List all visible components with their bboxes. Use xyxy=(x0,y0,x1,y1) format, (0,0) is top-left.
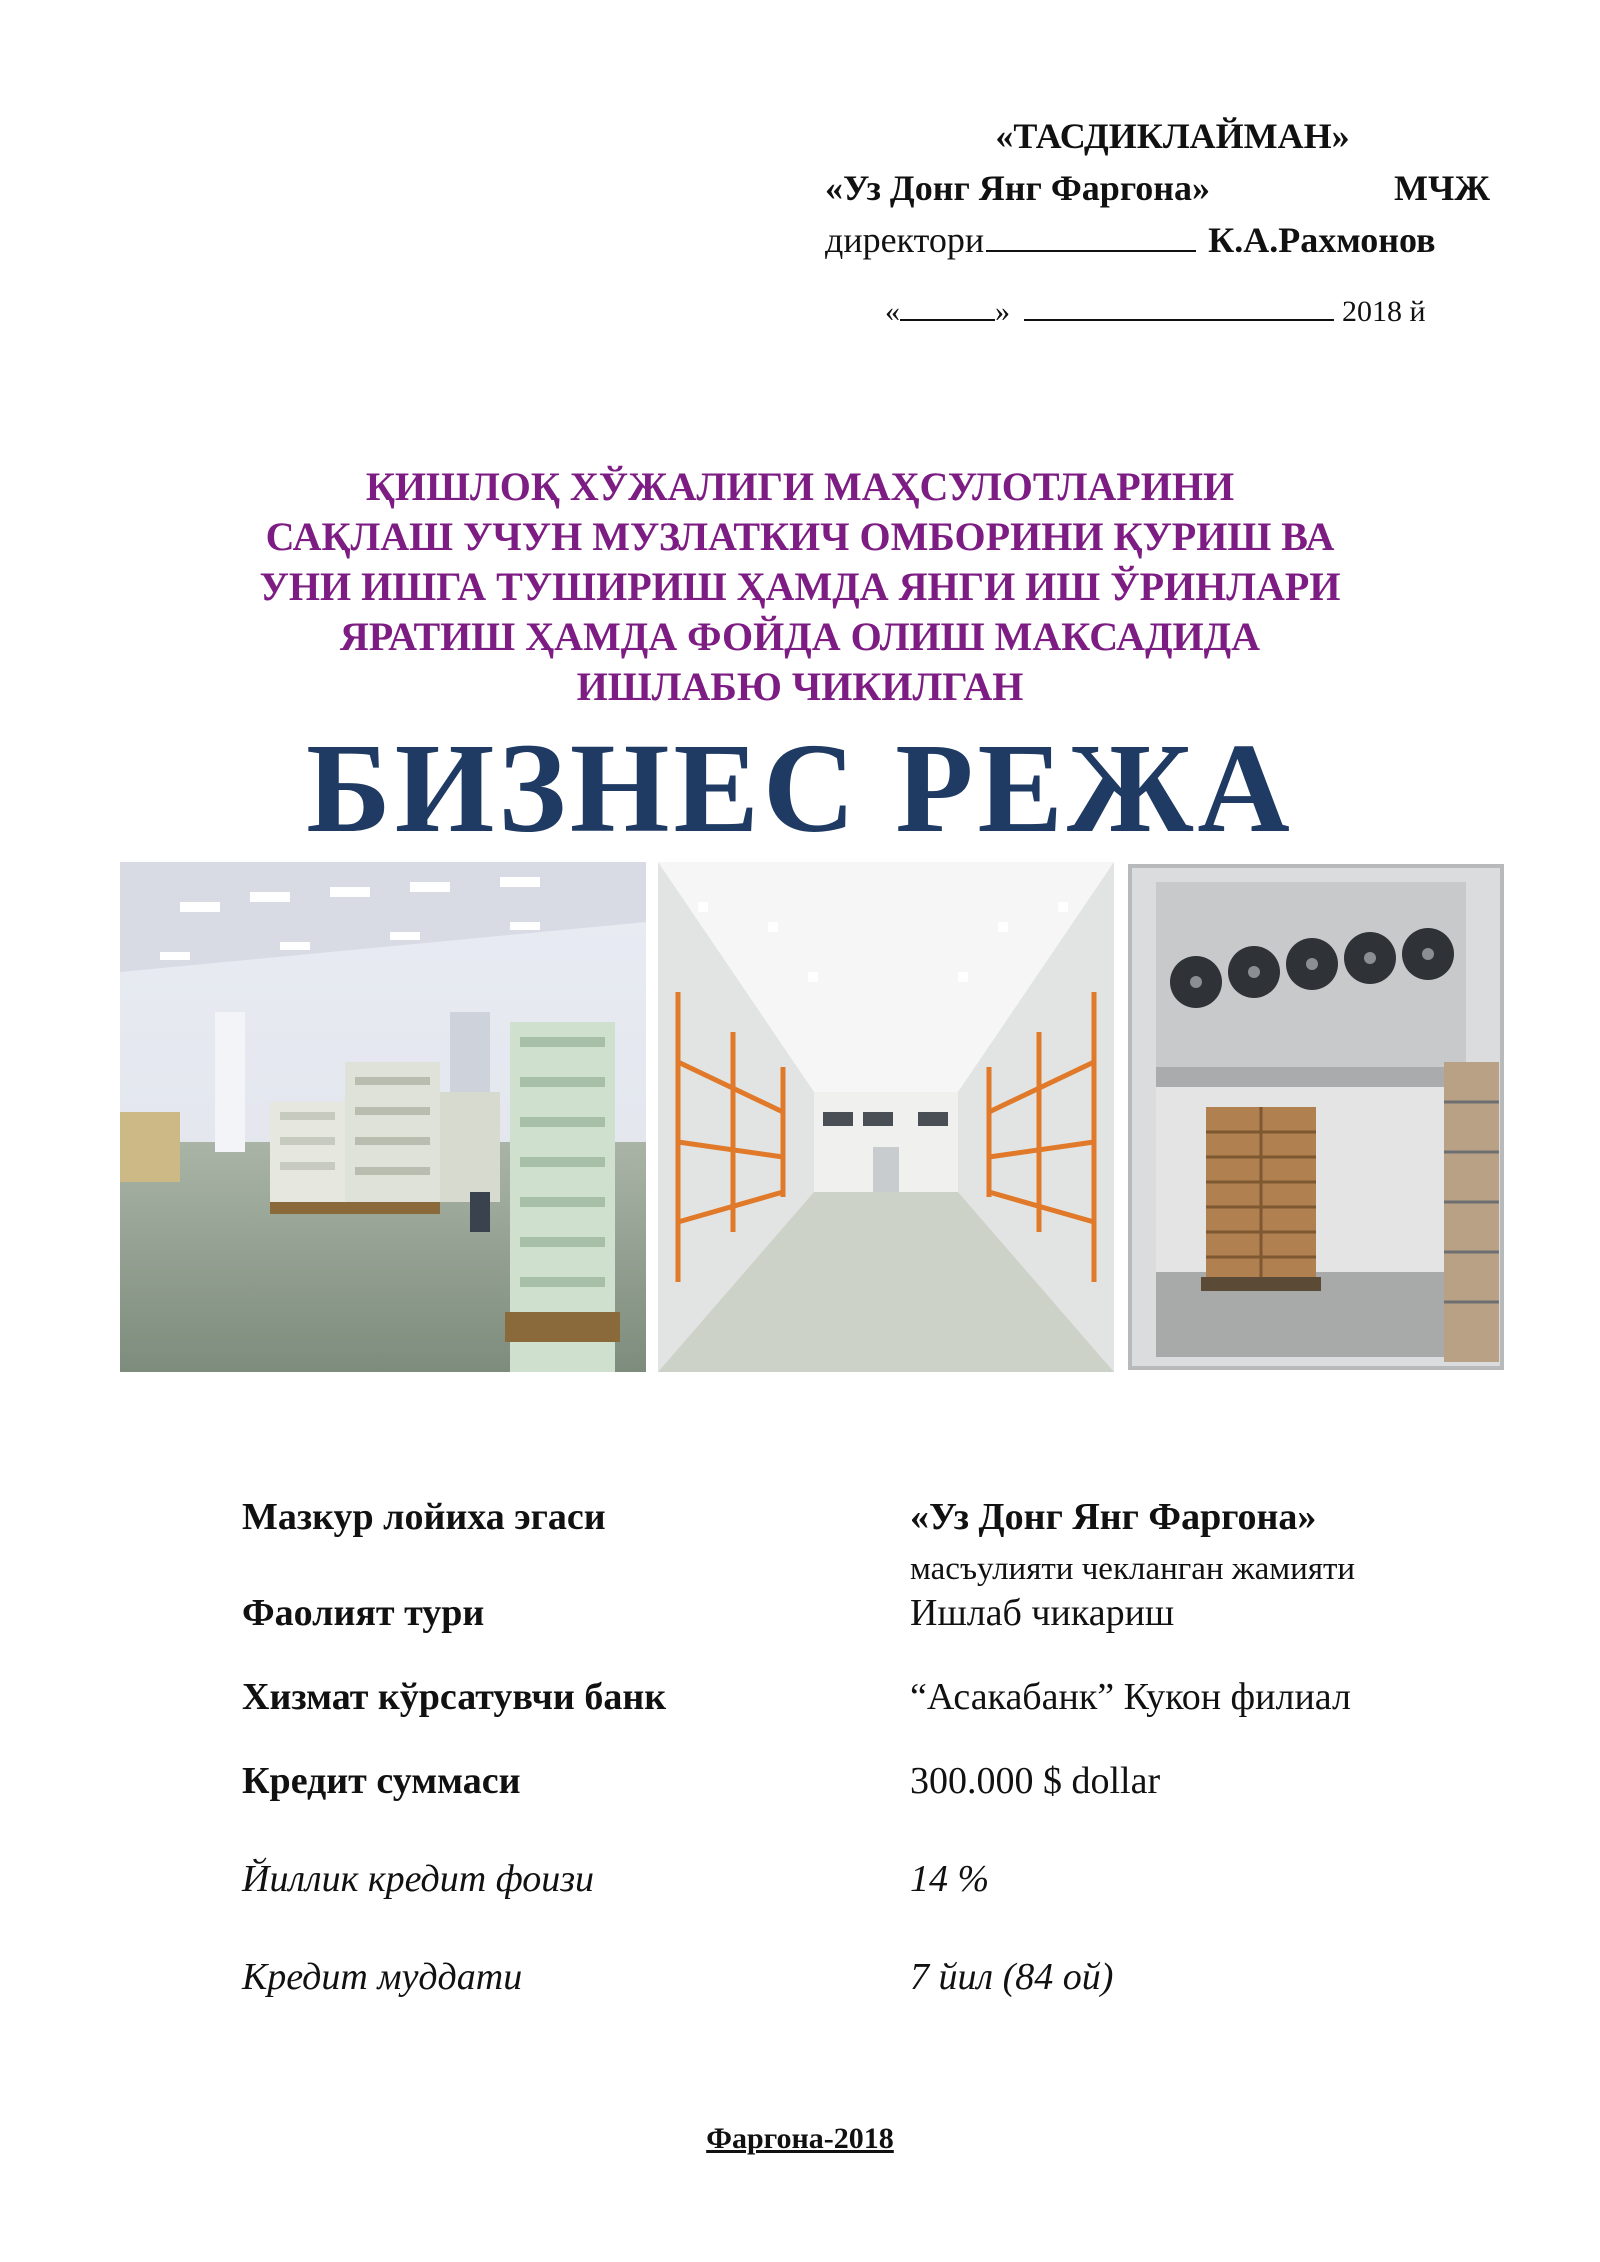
subtitle-line: ҚИШЛОҚ ХЎЖАЛИГИ МАҲСУЛОТЛАРИНИ xyxy=(365,464,1235,509)
subtitle-line: ЯРАТИШ ҲАМДА ФОЙДА ОЛИШ МАКСАДИДА xyxy=(339,614,1261,659)
month-blank xyxy=(1024,293,1334,321)
term-value: 7 йил (84 ой) xyxy=(910,1956,1114,1998)
evaporator-photo xyxy=(1126,862,1506,1372)
subtitle-line: САҚЛАШ УЧУН МУЗЛАТКИЧ ОМБОРИНИ ҚУРИШ ВА xyxy=(265,514,1335,559)
date-line xyxy=(825,286,1490,338)
date-close-quote: » xyxy=(995,295,1010,328)
bank-label: Хизмат кўрсатувчи банк xyxy=(242,1676,667,1718)
company-type: МЧЖ xyxy=(1394,168,1490,208)
credit-value: 300.000 $ dollar xyxy=(910,1760,1161,1802)
signature-blank xyxy=(986,218,1196,252)
cold-room-photo xyxy=(658,862,1114,1372)
photo-strip xyxy=(120,862,1506,1372)
approval-block xyxy=(825,110,1490,338)
rate-value: 14 % xyxy=(910,1858,990,1900)
subtitle-line: ИШЛАБЮ ЧИКИЛГАН xyxy=(576,664,1024,709)
date-open-quote: « xyxy=(885,295,900,328)
activity-label: Фаолият тури xyxy=(242,1592,485,1634)
rate-label: Йиллик кредит фоизи xyxy=(242,1858,595,1900)
document-subtitle xyxy=(0,462,1600,712)
owner-label: Мазкур лойиха эгаси xyxy=(242,1496,606,1538)
subtitle-line: УНИ ИШГА ТУШИРИШ ҲАМДА ЯНГИ ИШ ЎРИНЛАРИ xyxy=(259,564,1341,609)
director-name: К.А.Рахмонов xyxy=(1208,220,1436,260)
day-blank xyxy=(900,293,995,321)
owner-value: «Уз Донг Янг Фаргона» xyxy=(910,1496,1317,1538)
term-label: Кредит муддати xyxy=(242,1956,523,1998)
warehouse-photo xyxy=(120,862,646,1372)
director-position: директори xyxy=(825,220,985,260)
owner-value-2: масъулияти чекланган жамияти xyxy=(910,1551,1356,1587)
activity-value: Ишлаб чикариш xyxy=(910,1592,1175,1634)
date-year: 2018 й xyxy=(1342,295,1426,328)
approval-company xyxy=(825,162,1490,214)
main-title: БИЗНЕС РЕЖА xyxy=(306,717,1294,859)
director-line xyxy=(825,214,1490,266)
approval-title: «ТАСДИКЛАЙМАН» xyxy=(995,116,1350,156)
footer-place-year: Фаргона-2018 xyxy=(706,2122,894,2155)
bank-value: “Асакабанк” Кукон филиал xyxy=(910,1676,1351,1718)
company-name: «Уз Донг Янг Фаргона» xyxy=(825,168,1211,208)
credit-label: Кредит суммаси xyxy=(242,1760,521,1802)
